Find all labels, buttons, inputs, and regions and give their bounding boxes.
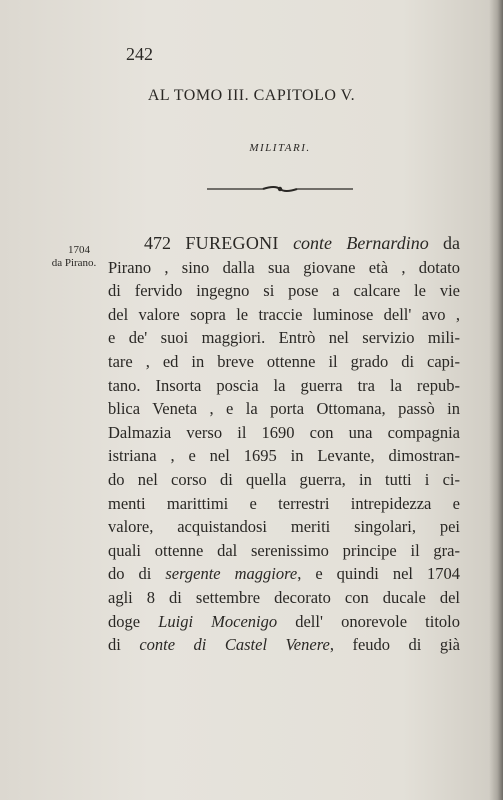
entry-first-line: [108, 232, 460, 256]
text-line-15: do di sergente maggiore, e quindi nel 1704: [108, 564, 460, 584]
ornament-rule-icon: [205, 182, 355, 196]
text-line: valore, acquistandosi meriti singolari, pei: [108, 517, 460, 537]
text-line: e de' suoi maggiori. Entrò nel servizio mili-: [108, 328, 460, 348]
entry-number: 472: [144, 233, 171, 253]
page-number: 242: [126, 44, 153, 64]
entry-surname: FUREGONI: [185, 233, 279, 253]
margin-note-year: 1704: [68, 244, 90, 256]
margin-note: [44, 244, 104, 270]
text-line: menti marittimi e terrestri intrepidezza e: [108, 493, 460, 513]
text-line: tano. Insorta poscia la guerra tra la repub-: [108, 375, 460, 395]
entry-line1-end: da: [443, 233, 461, 253]
text-line: agli 8 di settembre decorato con ducale del: [108, 587, 460, 607]
page-gutter-shadow: [489, 0, 503, 800]
margin-note-place: da Pirano.: [51, 257, 97, 269]
text-line: blica Veneta , e la porta Ottomana, passò in: [108, 399, 460, 419]
text-line: istriana , e nel 1695 in Levante, dimostran-: [108, 446, 460, 466]
text-line: del valore sopra le traccie luminose dell' avo ,: [108, 304, 460, 324]
text-line: do nel corso di quella guerra, in tutti i ci-: [108, 469, 460, 489]
italic-rank: sergente maggiore: [165, 564, 298, 584]
text-line: tare , ed in breve ottenne il grado di capi-: [108, 351, 460, 371]
chapter-heading: AL TOMO III. CAPITOLO V.: [147, 87, 356, 104]
text-line: Dalmazia verso il 1690 con una compagnia: [108, 422, 460, 442]
italic-title: conte di Castel Venere: [139, 635, 330, 655]
text-line: di fervido ingegno si pose a calcare le vie: [108, 281, 460, 301]
text-line: quali ottenne dal serenissimo principe il gra-: [108, 540, 460, 560]
italic-doge-name: Luigi Mocenigo: [158, 611, 278, 631]
entry-title-name: conte Bernardino: [293, 233, 429, 253]
text-line-18: di conte di Castel Venere, feudo di già: [108, 635, 460, 655]
text-line-17: doge Luigi Mocenigo dell' onorevole titolo: [108, 611, 460, 631]
section-subheading: MILITARI.: [249, 142, 311, 154]
entry-body: [108, 232, 460, 657]
text-line: Pirano , sino dalla sua giovane età , dotato: [108, 257, 460, 277]
